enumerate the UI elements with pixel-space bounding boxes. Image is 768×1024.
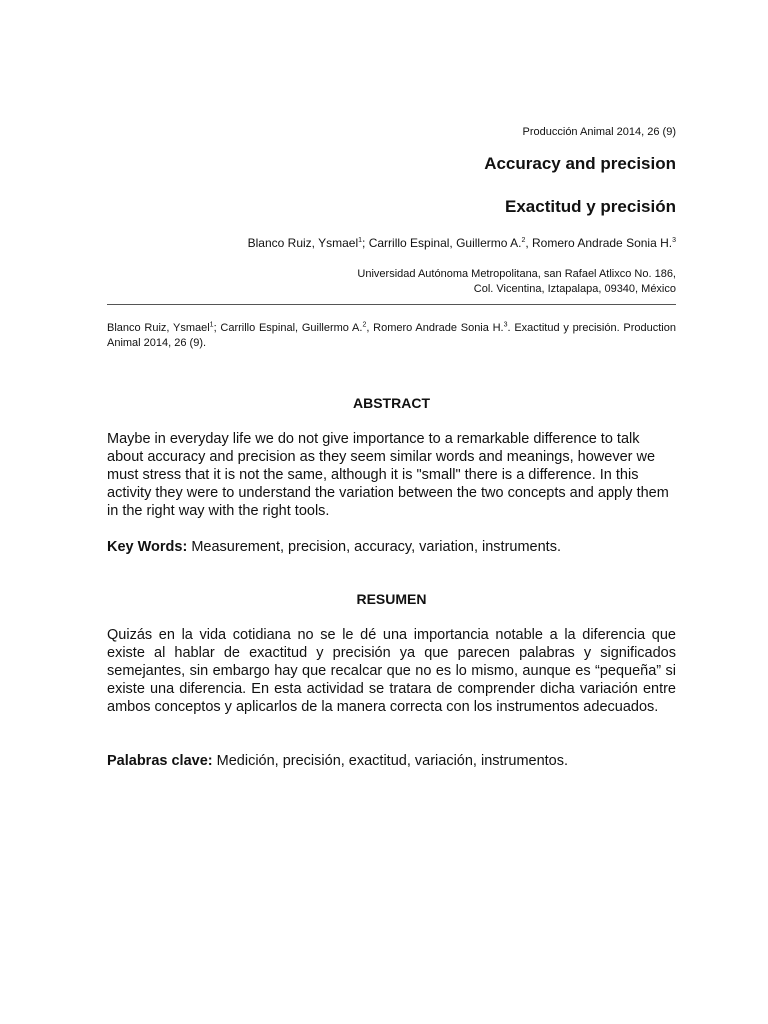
resumen-heading: RESUMEN — [356, 591, 427, 607]
author-1-mark: 1 — [358, 237, 363, 244]
citation-mark-1: 1 — [209, 321, 214, 329]
author-list — [248, 236, 676, 250]
abstract-text: Maybe in everyday life we do not give importance to a remarkable difference to talk about accuracy and precision as they seem similar words and meanings, however we must stress that it is not the same, although it is "small" there is a difference. In this activity they were to understand the variation between the two concepts and apply them in the right way with the right tools. — [107, 431, 669, 519]
resumen-text: Quizás en la vida cotidiana no se le dé una importancia notable a la diferencia que existe al hablar de exactitud y precisión ya que parecen palabras y significados semejantes, sin embargo hay que recalcar que no es lo mismo, aunque es “pequeña” si existe una diferencia. En esta actividad se tratara de comprender dicha variación entre ambos conceptos y aplicarlos de la manera correcta con los instrumentos adecuados. — [107, 627, 676, 715]
citation-mark-2: 2 — [362, 321, 367, 329]
palabras-clave-text: Medición, precisión, exactitud, variación, instrumentos. — [212, 753, 569, 769]
title-spanish: Exactitud y precisión — [505, 197, 676, 216]
palabras-clave — [107, 752, 676, 770]
author-2: ; Carrillo Espinal, Guillermo A. — [362, 236, 522, 250]
citation-author-1: Blanco Ruiz, Ysmael — [107, 322, 210, 334]
header-divider — [107, 304, 676, 305]
citation-rest: . Exactitud y precisión. Production Animal 2014, 26 (9). — [107, 322, 676, 349]
author-1: Blanco Ruiz, Ysmael — [247, 236, 359, 250]
citation — [107, 321, 676, 351]
palabras-clave-label: Palabras clave: — [107, 753, 213, 769]
affiliation-line-1: Universidad Autónoma Metropolitana, san Rafael Atlixco No. 186, — [357, 268, 676, 280]
title-english: Accuracy and precision — [484, 154, 676, 173]
citation-author-3: , Romero Andrade Sonia H. — [366, 322, 504, 334]
abstract-heading: ABSTRACT — [353, 395, 430, 411]
citation-mark-3: 3 — [503, 321, 508, 329]
citation-author-2: ; Carrillo Espinal, Guillermo A. — [213, 322, 363, 334]
keywords-text: Measurement, precision, accuracy, variation, instruments. — [187, 539, 561, 555]
author-3: , Romero Andrade Sonia H. — [525, 236, 673, 250]
affiliation — [357, 267, 676, 297]
author-3-mark: 3 — [672, 237, 676, 244]
keywords-label: Key Words: — [107, 539, 188, 555]
affiliation-line-2: Col. Vicentina, Iztapalapa, 09340, México — [473, 283, 676, 295]
author-2-mark: 2 — [521, 237, 526, 244]
keywords — [107, 538, 676, 556]
journal-reference: Producción Animal 2014, 26 (9) — [522, 126, 676, 138]
